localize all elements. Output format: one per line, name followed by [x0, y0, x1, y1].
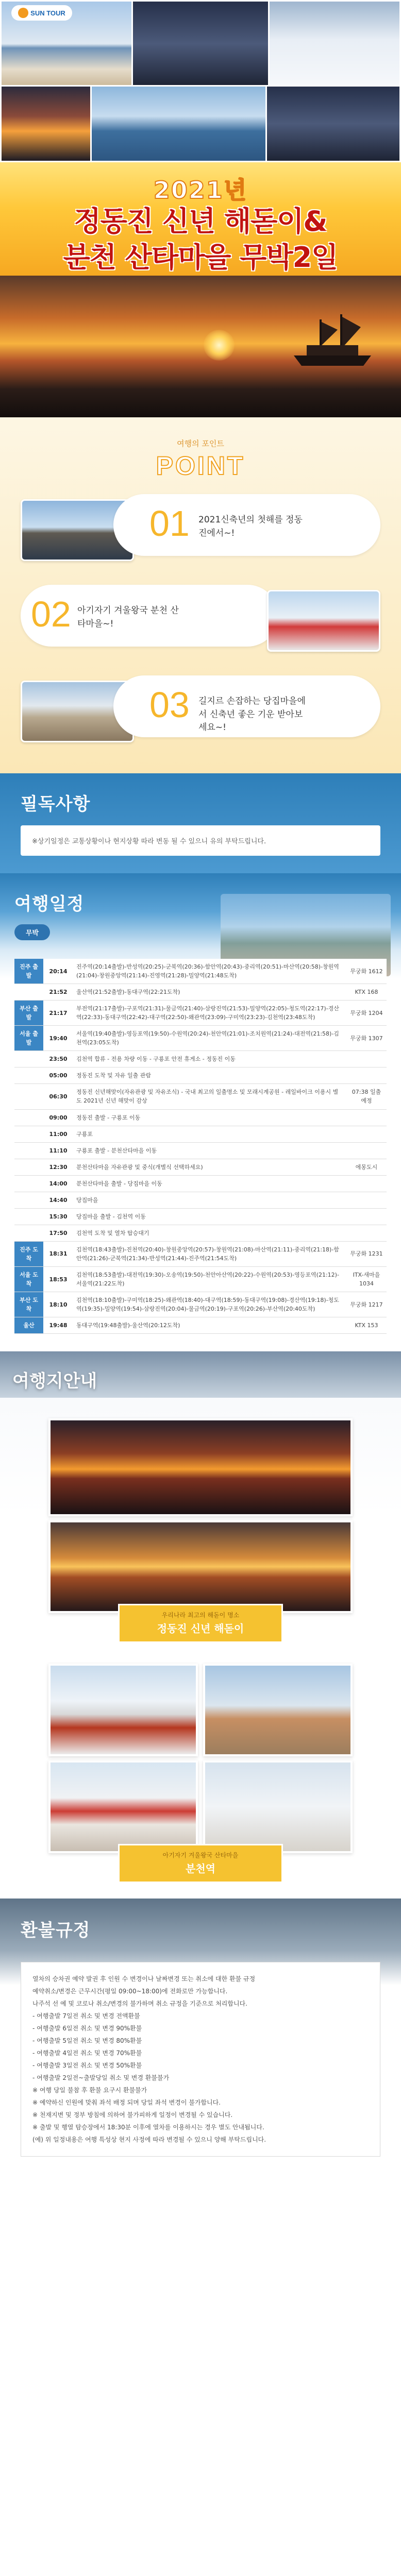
schedule-row — [14, 1208, 387, 1225]
schedule-row — [14, 1266, 387, 1292]
schedule-note: 무궁화 1231 — [346, 1241, 387, 1266]
schedule-time: 21:17 — [43, 1001, 73, 1026]
point-item-3 — [21, 675, 380, 753]
logo — [11, 5, 72, 21]
schedule-time: 20:14 — [43, 959, 73, 984]
schedule-region — [14, 1142, 43, 1159]
sunrise-photo — [0, 85, 93, 162]
schedule-time: 18:53 — [43, 1266, 73, 1292]
refund-line: - 여행출발 3일전 취소 및 변경 50%환불 — [32, 2062, 142, 2070]
notice-title: 필독사항 — [21, 794, 91, 815]
schedule-row — [14, 1084, 387, 1109]
refund-policy-box — [21, 1962, 380, 2157]
schedule-note — [346, 1067, 387, 1084]
point-card — [113, 494, 380, 556]
schedule-row — [14, 1142, 387, 1159]
schedule-description: 김천역 도착 및 열차 탑승대기 — [73, 1225, 346, 1241]
schedule-time: 23:50 — [43, 1051, 73, 1067]
refund-line: - 여행출발 4일전 취소 및 변경 70%환불 — [32, 2049, 142, 2057]
refund-line: 열차의 승차권 예약 발권 후 인원 수 변경이나 날짜변경 또는 취소에 대한 환불 규정 — [32, 1975, 256, 1983]
point-text: 2021신축년의 첫해를 정동진에서~! — [198, 515, 303, 538]
schedule-row — [14, 1225, 387, 1241]
schedule-time: 19:48 — [43, 1317, 73, 1334]
schedule-region: 진주 출발 — [14, 959, 43, 984]
refund-line: ※ 출발 및 행열 탐승장에서 18:30분 이후에 열차를 이용하시는 경우 별도 안내됩니다. — [32, 2124, 264, 2131]
schedule-row — [14, 1175, 387, 1192]
schedule-row — [14, 1001, 387, 1026]
schedule-note: 07:38 일출예정 — [346, 1084, 387, 1109]
schedule-description: 당집마을 — [73, 1192, 346, 1208]
jeongdongjin-ship-photo — [48, 1520, 353, 1613]
schedule-note: 에몽도시 — [346, 1159, 387, 1175]
crowd-photo — [265, 85, 401, 162]
destination-name: 분천역 — [186, 1862, 215, 1875]
schedule-description: 김천역(18:10출발)-구미역(18:25)-왜관역(18:40)-대구역(18:59)-동대구역(19:08)-경산역(19:18)-청도역(19:35)-밀양역(19:54)-삼랑진역(20:04)-물금역(20:19)-구포역(20:26)-부산역(20:40도착) — [73, 1292, 346, 1317]
hero-title-line1: 정동진 신년 해돋이& — [74, 205, 327, 238]
schedule-note: 무궁화 1612 — [346, 959, 387, 984]
schedule-time: 11:10 — [43, 1142, 73, 1159]
schedule-region: 울산 — [14, 1317, 43, 1334]
point-number: 01 — [149, 503, 190, 544]
schedule-note: 무궁화 1307 — [346, 1026, 387, 1051]
refund-line: ※ 천재지변 및 정부 방침에 의하여 불가피하게 일정이 변경될 수 있습니다. — [32, 2111, 233, 2119]
schedule-row — [14, 984, 387, 1001]
refund-line: - 여행출발 2일전~출발당일 취소 및 변경 환불불가 — [32, 2074, 170, 2082]
schedule-region — [14, 1051, 43, 1067]
refund-line: - 여행출발 7일전 취소 및 변경 전액환불 — [32, 2012, 140, 2020]
schedule-note: 무궁화 1217 — [346, 1292, 387, 1317]
hero-photo-collage — [0, 0, 401, 162]
schedule-description: 정동진 신년해맞이(자유관광 및 자유조식) - 국내 최고의 일출명소 및 모래시계공원 - 레일바이크 이용시 별도 2021년 신년 해맞이 감상 — [73, 1084, 346, 1109]
schedule-description: 당집마을 출발 - 김천역 이동 — [73, 1208, 346, 1225]
refund-line: ※ 여행 당일 불참 후 환불 요구시 환불불가 — [32, 2087, 147, 2094]
schedule-description: 분천산타마을 자유관광 및 중식(개별식 선택하세요) — [73, 1159, 346, 1175]
schedule-note: KTX 153 — [346, 1317, 387, 1334]
schedule-row — [14, 1159, 387, 1175]
snow-village-photo — [268, 0, 401, 88]
schedule-row — [14, 1067, 387, 1084]
schedule-description: 진주역(20:14출발)-반성역(20:25)-군북역(20:36)-함안역(20:43)-중리역(20:51)-마산역(20:58)-창원역(21:04)-창원중앙역(21:14)-진영역(21:28)-밀양역(21:48도착) — [73, 959, 346, 984]
refund-title: 환불규정 — [21, 1920, 91, 1941]
schedule-time: 14:00 — [43, 1175, 73, 1192]
schedule-row — [14, 1051, 387, 1067]
destination-name: 정동진 신년 해돋이 — [157, 1622, 244, 1635]
ship-photo — [131, 0, 271, 88]
destinations-title: 여행지안내 — [12, 1371, 97, 1392]
schedule-note — [346, 1175, 387, 1192]
schedule-row — [14, 1317, 387, 1334]
schedule-region — [14, 1225, 43, 1241]
schedule-note — [346, 1109, 387, 1126]
schedule-note — [346, 1208, 387, 1225]
schedule-note — [346, 1225, 387, 1241]
destination-subtitle: 아기자기 겨울왕국 산타마을 — [162, 1852, 239, 1859]
santa-sled-photo — [48, 1664, 198, 1756]
schedule-description: 김천역 합류 - 전용 차량 이동 - 구룡포 안전 휴게소 - 정동진 이동 — [73, 1051, 346, 1067]
destination-subtitle: 우리나라 최고의 해돋이 명소 — [161, 1612, 240, 1619]
schedule-time: 18:10 — [43, 1292, 73, 1317]
hero-year: 2021년 — [153, 176, 248, 204]
schedule-region: 부산 도착 — [14, 1292, 43, 1317]
schedule-note: KTX 168 — [346, 984, 387, 1001]
schedule-region: 서울 도착 — [14, 1266, 43, 1292]
refund-line: - 여행출발 5일전 취소 및 변경 80%환불 — [32, 2037, 142, 2045]
point-title: POINT — [156, 451, 245, 480]
sun-icon — [204, 330, 235, 361]
schedule-region — [14, 984, 43, 1001]
sun-logo-icon — [18, 8, 28, 18]
refund-line: - 여행출발 6일전 취소 및 변경 90%환불 — [32, 2025, 142, 2032]
schedule-time: 14:40 — [43, 1192, 73, 1208]
hero-title-band — [0, 162, 401, 276]
schedule-note: 무궁화 1204 — [346, 1001, 387, 1026]
schedule-time: 12:30 — [43, 1159, 73, 1175]
schedule-time: 06:30 — [43, 1084, 73, 1109]
santa-village-street-photo — [203, 1664, 353, 1756]
schedule-note — [346, 1126, 387, 1142]
schedule-note — [346, 1142, 387, 1159]
point-item-2 — [21, 585, 380, 662]
schedule-time: 05:00 — [43, 1067, 73, 1084]
schedule-time: 19:40 — [43, 1026, 73, 1051]
schedule-row — [14, 1109, 387, 1126]
schedule-region: 부산 출발 — [14, 1001, 43, 1026]
destination-label — [118, 1844, 283, 1883]
schedule-time: 21:52 — [43, 984, 73, 1001]
schedule-description: 김천역(18:43출발)-진천역(20:40)-창원중앙역(20:57)-창원역(21:08)-마산역(21:11)-중리역(21:18)-함안역(21:26)-군북역(21:34)-반성역(21:44)-진주역(21:54도착) — [73, 1241, 346, 1266]
destination-label — [118, 1604, 283, 1643]
point-text: 길지르 손잡하는 당집마을에서 신축년 좋은 기운 받아보세요~! — [198, 696, 306, 733]
schedule-region — [14, 1175, 43, 1192]
schedule-row — [14, 1241, 387, 1266]
schedule-row — [14, 959, 387, 984]
point-card — [113, 675, 380, 737]
point-number: 02 — [31, 594, 71, 634]
schedule-row — [14, 1192, 387, 1208]
refund-line: 나주석 선 예 및 코로나 취소/변경의 불가하며 취소 규정을 기준으로 처리합니다. — [32, 2000, 247, 2008]
schedule-description: 정동진 도착 및 자유 일출 관람 — [73, 1067, 346, 1084]
jeongdongjin-sunrise-photo — [48, 1418, 353, 1516]
schedule-time: 17:50 — [43, 1225, 73, 1241]
schedule-section — [0, 873, 401, 1351]
destination-card-1 — [48, 1418, 353, 1643]
schedule-description: 정동진 출발 - 구룡포 이동 — [73, 1109, 346, 1126]
point-card — [21, 585, 278, 647]
schedule-description: 구룡포 출발 - 분천산타마을 이동 — [73, 1142, 346, 1159]
schedule-region — [14, 1109, 43, 1126]
destination-card-2 — [48, 1664, 353, 1883]
notice-text: ※상기일정은 교통상황이나 현지상황 따라 변동 될 수 있으니 유의 부탁드립니다. — [21, 825, 380, 856]
schedule-description: 구룡포 — [73, 1126, 346, 1142]
schedule-description: 동대구역(19:48출발)-울산역(20:12도착) — [73, 1317, 346, 1334]
point-item-1 — [21, 494, 380, 571]
point-section — [0, 417, 401, 773]
destination-photo-row — [48, 1760, 353, 1853]
schedule-description: 분천산타마을 출발 - 당집마을 이동 — [73, 1175, 346, 1192]
schedule-title: 여행일정 — [14, 894, 85, 914]
winter-trees-photo — [203, 1760, 353, 1853]
schedule-region — [14, 1067, 43, 1084]
destinations-header — [0, 1351, 401, 1398]
logo-text: SUN TOUR — [30, 9, 65, 17]
schedule-region — [14, 1208, 43, 1225]
schedule-row — [14, 1126, 387, 1142]
refund-section — [0, 1899, 401, 2188]
schedule-description: 울산역(21:52출발)-동대구역(22:21도착) — [73, 984, 346, 1001]
santa-village-photo — [267, 590, 380, 652]
santa-sign-photo — [48, 1760, 198, 1853]
schedule-time: 11:00 — [43, 1126, 73, 1142]
schedule-region — [14, 1159, 43, 1175]
notice-section — [0, 773, 401, 873]
point-number: 03 — [149, 685, 190, 725]
schedule-region — [14, 1192, 43, 1208]
schedule-note — [346, 1192, 387, 1208]
schedule-table — [14, 959, 387, 1334]
schedule-note — [346, 1051, 387, 1067]
schedule-description: 부전역(21:17출발)-구포역(21:31)-물금역(21:40)-삼랑진역(21:53)-밀양역(22:05)-청도역(22:17)-경산역(22:33)-동대구역(22:42)-대구역(22:50)-왜관역(23:09)-구미역(23:23)-김천역(23:48도착) — [73, 1001, 346, 1026]
schedule-time: 09:00 — [43, 1109, 73, 1126]
schedule-region — [14, 1126, 43, 1142]
point-subtitle: 여행의 포인트 — [177, 439, 224, 448]
hero-title-line2: 분천 산타마을 무박2일 — [63, 241, 338, 274]
destinations-section — [0, 1351, 401, 1899]
refund-line: 예약취소/변경은 근무시간(평일 09:00~18:00)에 전화로만 가능합니다. — [32, 1988, 228, 1995]
destination-photo-row — [48, 1664, 353, 1756]
schedule-region: 서울 출발 — [14, 1026, 43, 1051]
point-text: 아기자기 겨울왕국 분천 산타마을~! — [77, 605, 179, 629]
schedule-description: 서울역(19:40출발)-영등포역(19:50)-수원역(20:24)-천안역(21:01)-조치원역(21:24)-대전역(21:58)-김천역(23:05도착) — [73, 1026, 346, 1051]
hero-banner — [0, 0, 401, 417]
schedule-row — [14, 1292, 387, 1317]
schedule-note: ITX-새마을 1034 — [346, 1266, 387, 1292]
sailing-ship-icon — [289, 309, 376, 371]
schedule-time: 15:30 — [43, 1208, 73, 1225]
refund-line: (예) 위 일정내용은 여행 특성상 현지 사정에 따라 변경될 수 있으니 양해 부탁드립니다. — [32, 2136, 266, 2144]
schedule-region: 진주 도착 — [14, 1241, 43, 1266]
schedule-region — [14, 1084, 43, 1109]
schedule-time: 18:31 — [43, 1241, 73, 1266]
schedule-description: 김천역(18:53출발)-대전역(19:30)-오송역(19:50)-천안아산역(20:22)-수원역(20:53)-영등포역(21:12)-서울역(21:22도착) — [73, 1266, 346, 1292]
sea-photo — [90, 85, 268, 162]
schedule-badge: 무박 — [14, 924, 50, 940]
refund-line: ※ 예약하신 인원에 맞춰 좌석 배정 되며 당일 좌석 변경이 불가합니다. — [32, 2099, 221, 2107]
schedule-row — [14, 1026, 387, 1051]
